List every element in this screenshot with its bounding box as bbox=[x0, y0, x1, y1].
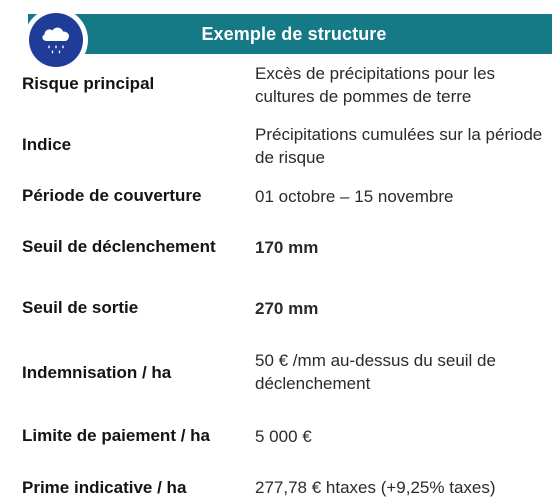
row-label: Limite de paiement / ha bbox=[22, 426, 210, 445]
row-label: Risque principal bbox=[22, 74, 155, 93]
row-label: Indice bbox=[22, 135, 72, 154]
row-value: 01 octobre – 15 novembre bbox=[255, 187, 454, 206]
row-value: 5 000 € bbox=[255, 427, 312, 446]
row-label: Seuil de déclenchement bbox=[22, 237, 216, 256]
row-value: Précipitations cumulées sur la période de risque bbox=[255, 125, 543, 167]
row-value: Excès de précipitations pour les cultures de pommes de terre bbox=[255, 64, 496, 106]
row-value: 170 mm bbox=[255, 238, 319, 257]
row-label: Indemnisation / ha bbox=[22, 363, 172, 382]
row-value: 270 mm bbox=[255, 299, 319, 318]
header-title: Exemple de structure bbox=[201, 23, 387, 44]
row-value: 277,78 € htaxes (+9,25% taxes) bbox=[255, 478, 496, 497]
row-label: Prime indicative / ha bbox=[22, 478, 187, 497]
row-label: Seuil de sortie bbox=[22, 298, 139, 317]
row-value: 50 € /mm au-dessus du seuil de déclenchement bbox=[255, 351, 496, 393]
row-label: Période de couverture bbox=[22, 186, 202, 205]
